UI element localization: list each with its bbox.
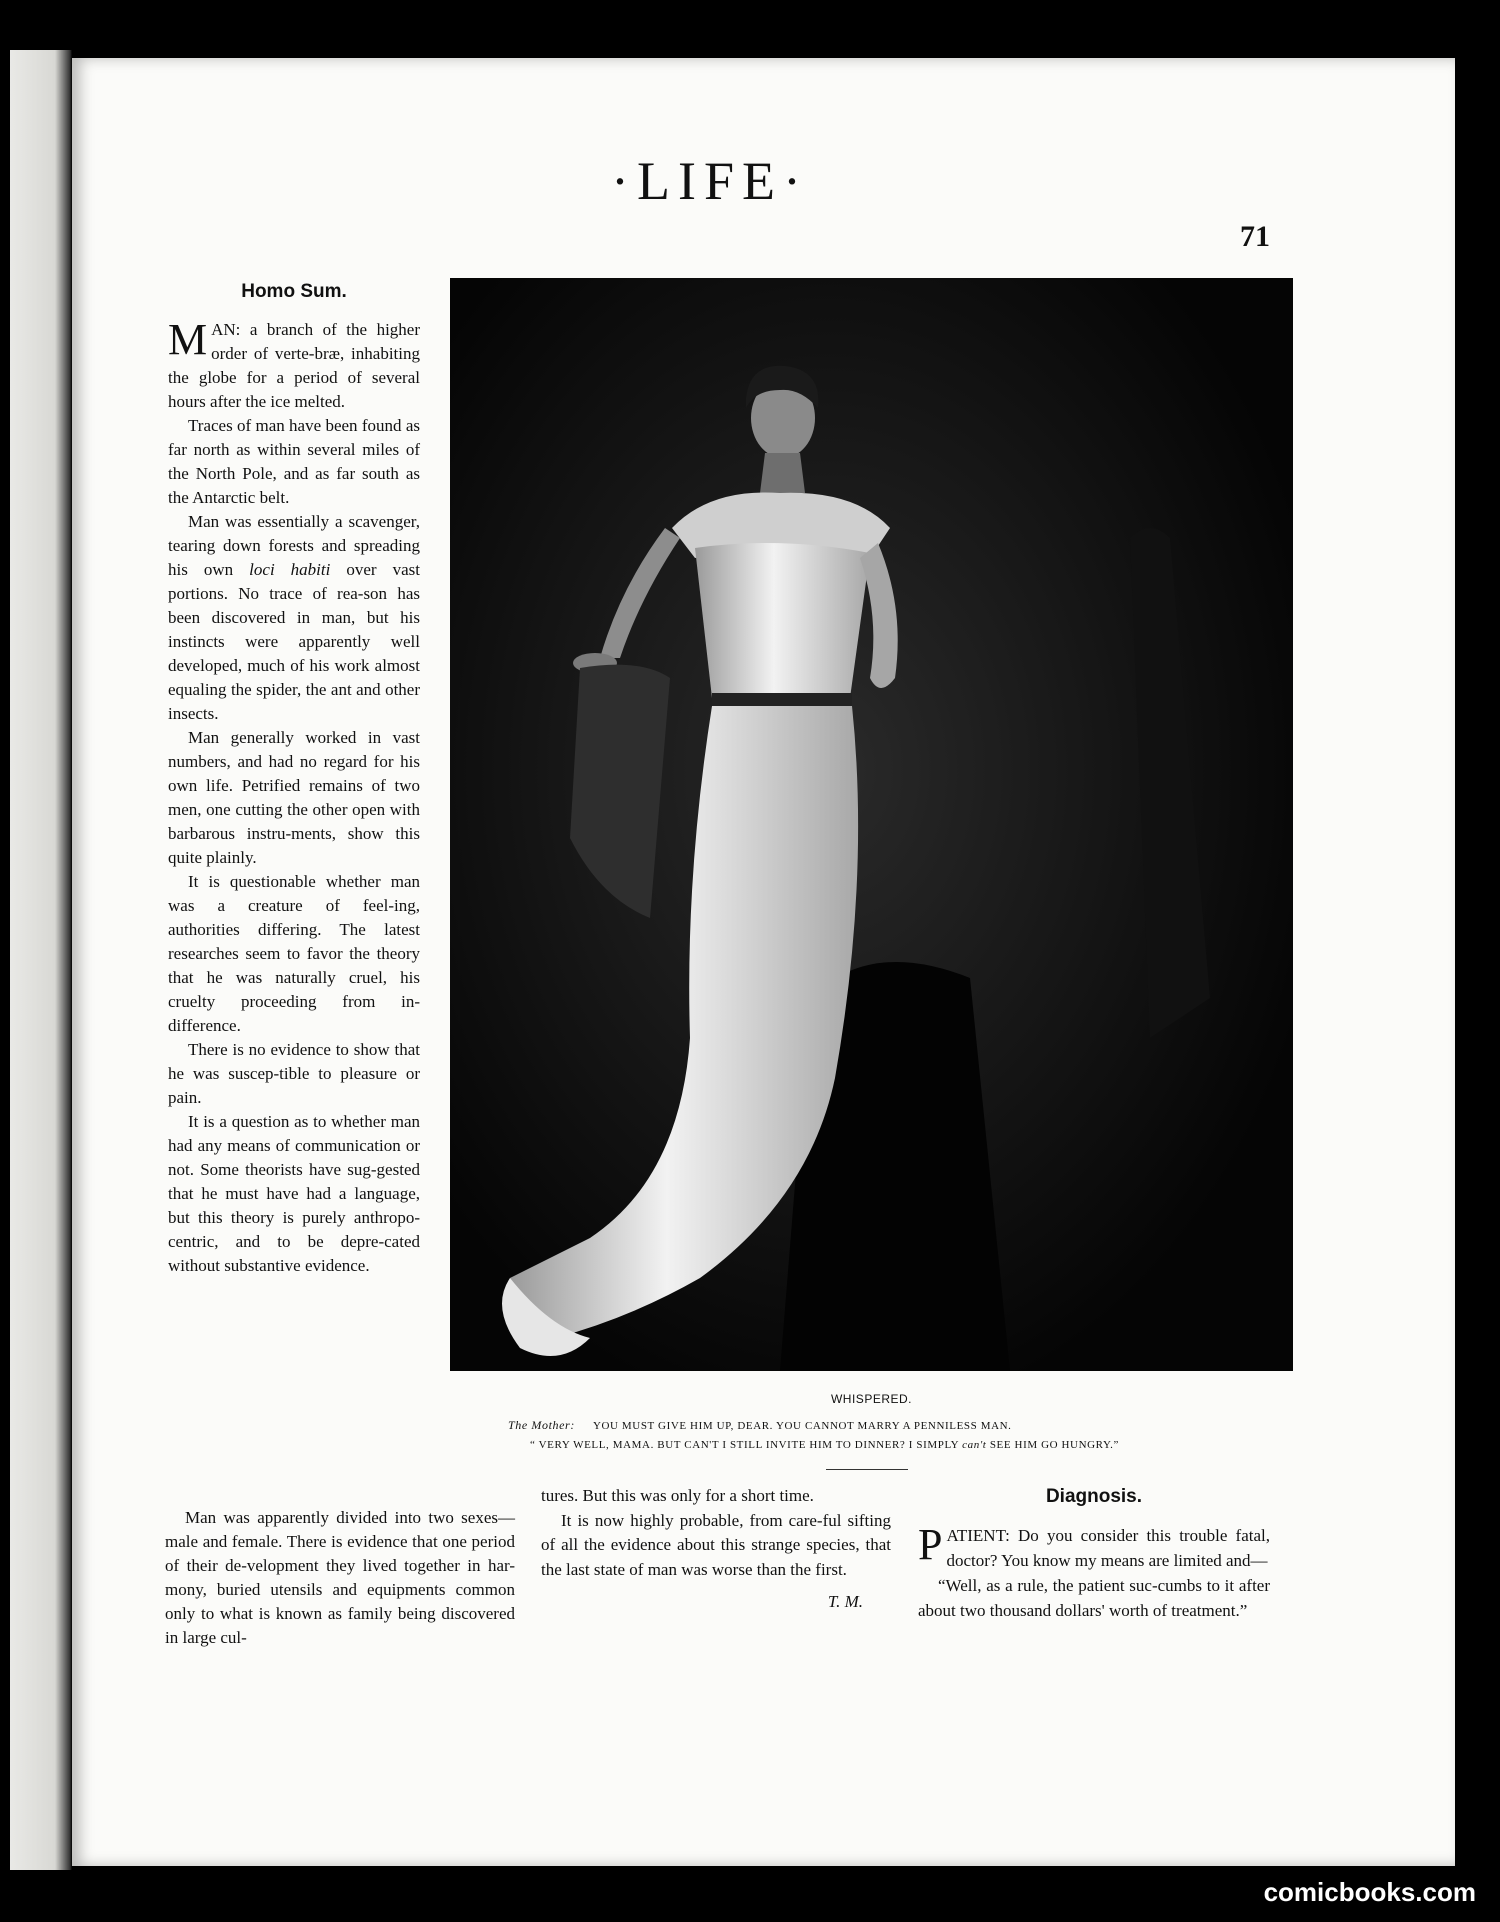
drop-cap: P <box>918 1520 943 1569</box>
italic-phrase: loci habiti <box>249 560 331 579</box>
paragraph: tures. But this was only for a short time. <box>541 1486 814 1505</box>
divider <box>826 1469 908 1470</box>
paragraph-text: Man was essentially a scavenger, tearing down forests and spreading his own <box>168 512 420 579</box>
paragraph: There is no evidence to show that he was suscep-tible to pleasure or pain. <box>168 1040 420 1107</box>
paragraph: Man generally worked in vast numbers, and had no regard for his own life. Petrified remains of two men, one cutting the other open with barbarous instru-ments, show this quite plainly. <box>168 728 420 867</box>
illustration-whispered <box>450 278 1293 1371</box>
article-title: Homo Sum. <box>241 281 347 302</box>
paragraph: It is a question as to whether man had any means of communication or not. Some theorists have sug-gested that he must have had a language, but this theory is purely anthropo-centric, and to be depre-cated without substantive evidence. <box>168 1112 420 1275</box>
masthead: ·LIFE· <box>611 151 809 211</box>
article-diagnosis <box>918 1484 1270 1623</box>
paragraph: Traces of man have been found as far north as within several miles of the North Pole, and as far south as the Antarctic belt. <box>168 416 420 507</box>
caption-text: SEE HIM GO HUNGRY.” <box>986 1439 1119 1451</box>
paragraph: Man was apparently divided into two sexes—male and female. There is evidence that one period of their de-velopment they lived together in har-mony, buried utensils and equipments common only to what is known as family being discovered in large cul- <box>165 1508 515 1647</box>
article-title: Diagnosis. <box>1045 1486 1143 1507</box>
paragraph-text: over vast portions. No trace of rea-son has been discovered in man, but his instincts were apparently well developed, much of his work almost equaling the spider, the ant and other insects. <box>168 560 420 723</box>
article-homo-sum-continued <box>541 1484 891 1615</box>
paragraph: It is now highly probable, from care-ful sifting of all the evidence about this strange species, that the last state of man was worse than the first. <box>541 1510 891 1579</box>
caption-italic: can't <box>962 1439 987 1451</box>
binding-edge <box>0 50 72 1870</box>
author-signature: T. M. <box>827 1592 863 1611</box>
paragraph <box>168 510 420 726</box>
caption-title: WHISPERED. <box>830 1392 912 1406</box>
watermark: comicbooks.com <box>1263 1877 1476 1907</box>
paragraph <box>918 1520 1270 1573</box>
caption-dialogue-line <box>530 1439 1390 1451</box>
paragraph-text: AN: a branch of the higher order of verte-bræ, inhabiting the globe for a period of several hours after the ice melted. <box>168 320 420 411</box>
paragraph: It is questionable whether man was a creature of feel-ing, authorities differing. The latest researches seem to favor the theory that he was naturally cruel, his cruelty proceeding from in-difference. <box>168 872 420 1035</box>
drop-cap: M <box>168 315 208 364</box>
caption-text: “ VERY WELL, MAMA. BUT CAN'T I STILL INVITE HIM TO DINNER? I SIMPLY <box>530 1439 963 1451</box>
caption-text: YOU MUST GIVE HIM UP, DEAR. YOU CANNOT MARRY A PENNILESS MAN. <box>592 1420 1012 1432</box>
paragraph <box>168 315 420 414</box>
paragraph: “Well, as a rule, the patient suc-cumbs to it after about two thousand dollars' worth of treatment.” <box>918 1576 1270 1620</box>
caption-dialogue-line <box>508 1418 1368 1433</box>
caption-speaker: The Mother: <box>508 1418 575 1432</box>
article-homo-sum <box>168 280 420 1278</box>
woman-in-white-gown-image <box>450 278 1293 1371</box>
paragraph-text: ATIENT: Do you consider this trouble fatal, doctor? You know my means are limited and— <box>946 1526 1270 1570</box>
page-number: 71 <box>1240 220 1270 253</box>
